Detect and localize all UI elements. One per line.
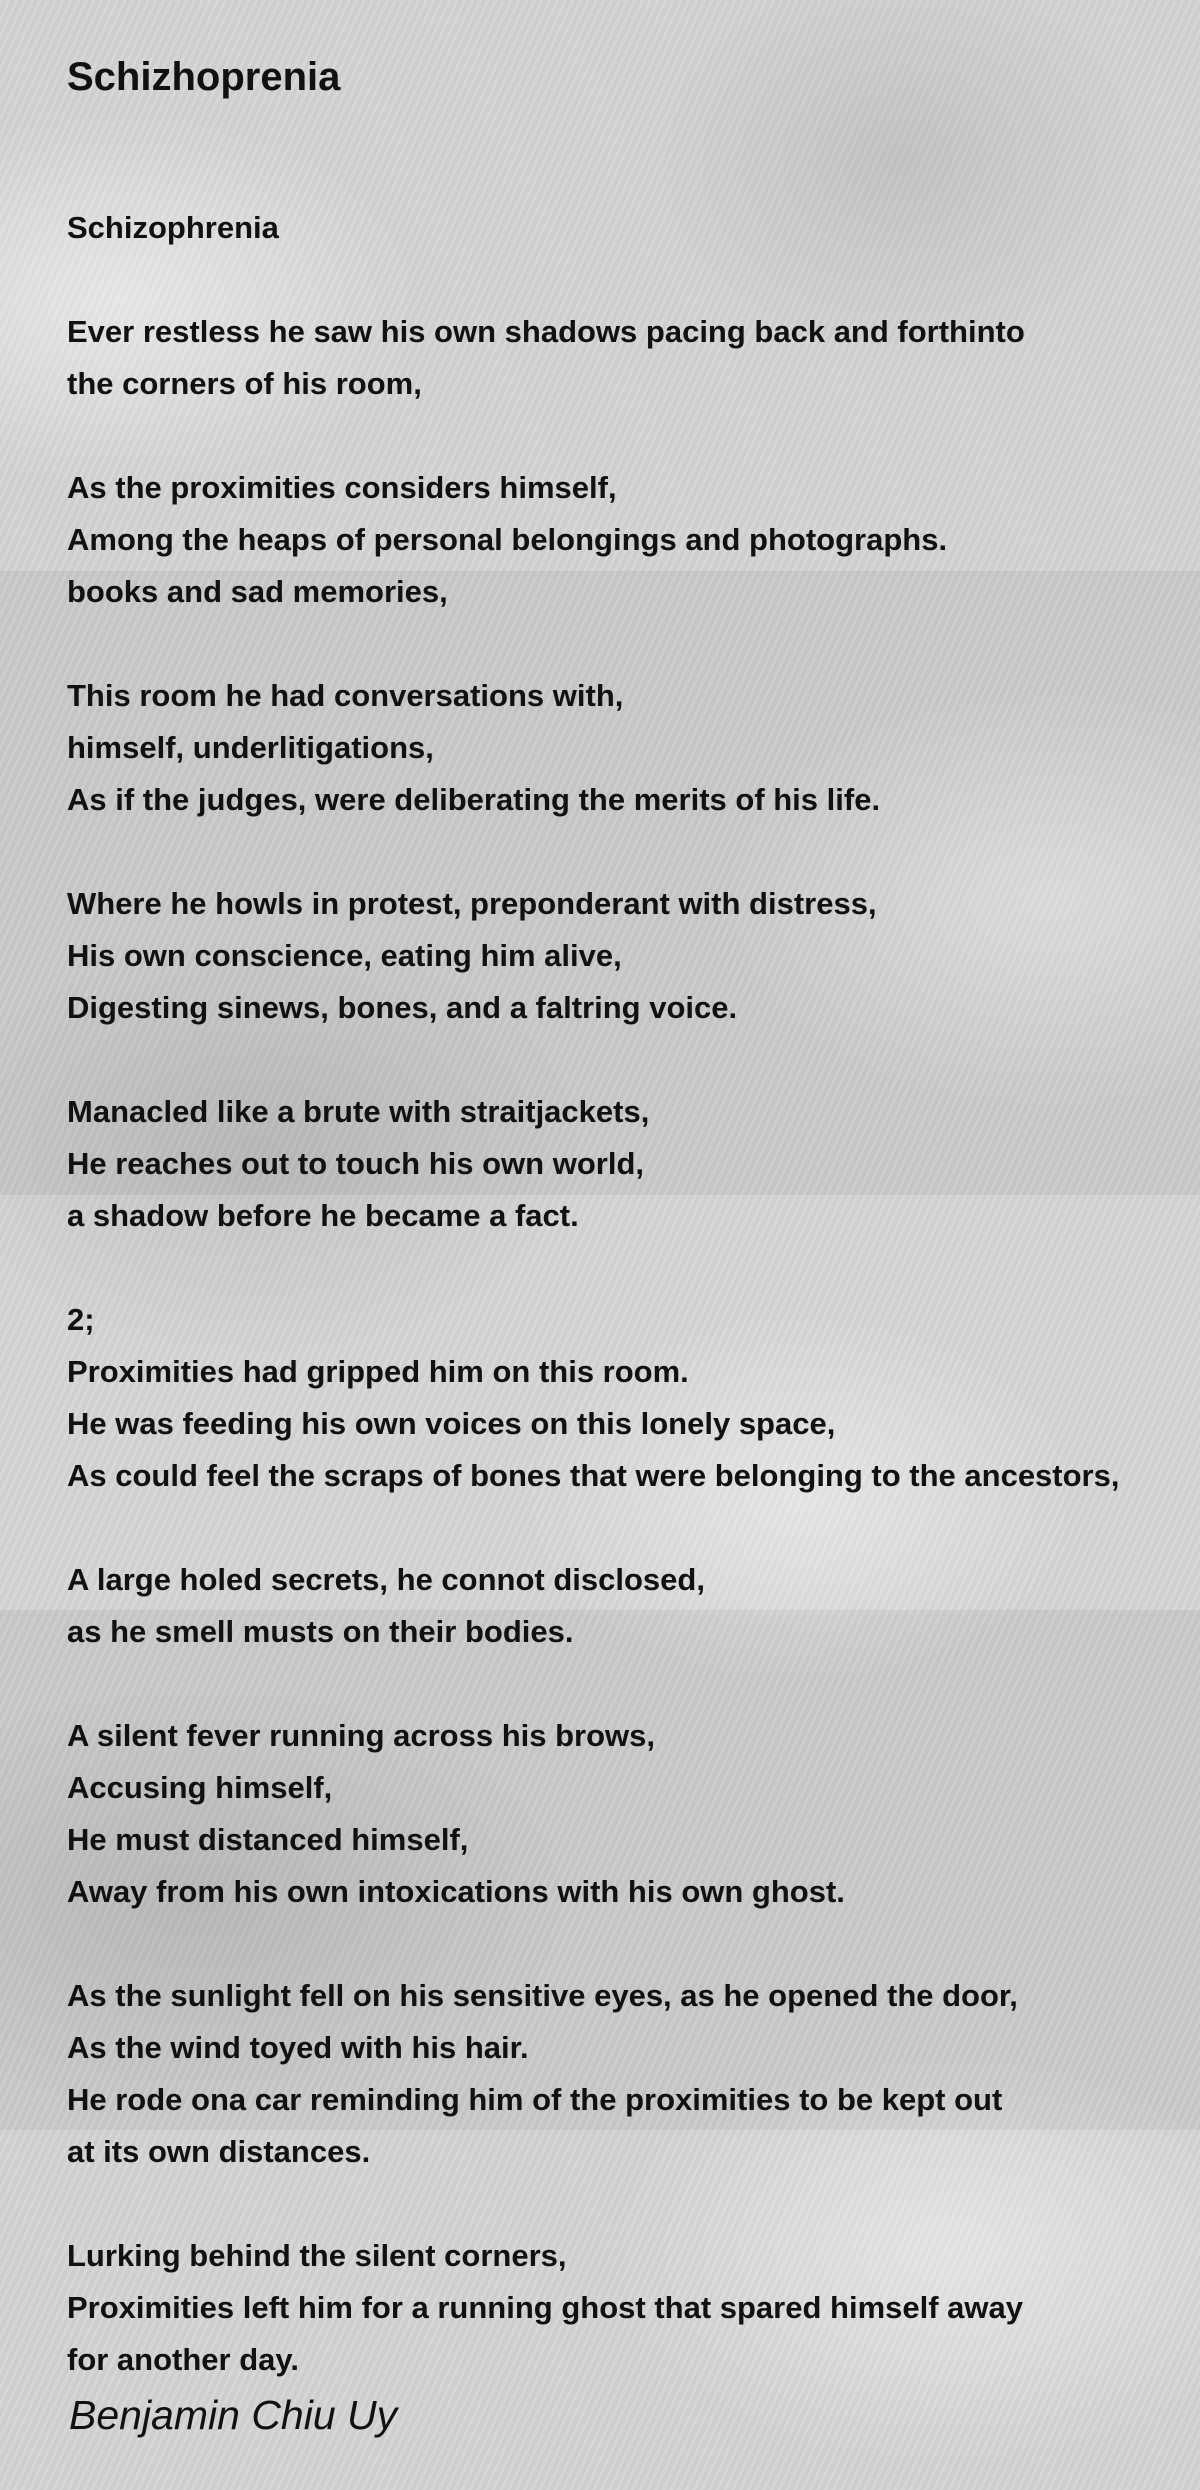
- poem-card: [67, 48, 1177, 2386]
- poem-title: Schizhoprenia: [67, 55, 341, 99]
- poem-line: He reaches out to touch his own world,: [67, 1146, 644, 1181]
- poem-line: His own conscience, eating him alive,: [67, 938, 622, 973]
- poem-line: Proximities had gripped him on this room.: [67, 1354, 689, 1389]
- poem-author: Benjamin Chiu Uy: [69, 2392, 398, 2438]
- poem-line: Manacled like a brute with straitjackets,: [67, 1094, 650, 1129]
- poem-line: Accusing himself,: [67, 1770, 333, 1805]
- stanza-break: [67, 410, 1177, 462]
- poem-line: Where he howls in protest, preponderant with distress,: [67, 886, 877, 921]
- poem-line: himself, underlitigations,: [67, 730, 434, 765]
- poem-line: Digesting sinews, bones, and a faltring voice.: [67, 990, 738, 1025]
- poem-line: at its own distances.: [67, 2134, 371, 2169]
- poem-line: a shadow before he became a fact.: [67, 1198, 579, 1233]
- poem-line: Schizophrenia: [67, 210, 279, 245]
- poem-line: A large holed secrets, he connot disclosed,: [67, 1562, 705, 1597]
- poem-line: Away from his own intoxications with his own ghost.: [67, 1874, 845, 1909]
- poem-body: [67, 202, 1177, 2386]
- poem-line: As if the judges, were deliberating the merits of his life.: [67, 782, 881, 817]
- stanza-break: [67, 826, 1177, 878]
- stanza-break: [67, 1918, 1177, 1970]
- stanza-break: [67, 618, 1177, 670]
- stanza-break: [67, 1242, 1177, 1294]
- poem-line: Among the heaps of personal belongings and photographs.: [67, 522, 948, 557]
- poem-line: He must distanced himself,: [67, 1822, 469, 1857]
- poem-line: Ever restless he saw his own shadows pacing back and forthinto: [67, 314, 1025, 349]
- stanza-break: [67, 1502, 1177, 1554]
- poem-line: as he smell musts on their bodies.: [67, 1614, 574, 1649]
- stanza-break: [67, 254, 1177, 306]
- stanza-break: [67, 1034, 1177, 1086]
- poem-line: As the sunlight fell on his sensitive eyes, as he opened the door,: [67, 1978, 1018, 2013]
- poem-line: This room he had conversations with,: [67, 678, 624, 713]
- stanza-break: [67, 1658, 1177, 1710]
- poem-line: As could feel the scraps of bones that were belonging to the ancestors,: [67, 1458, 1120, 1493]
- poem-line: As the wind toyed with his hair.: [67, 2030, 529, 2065]
- poem-line: Proximities left him for a running ghost that spared himself away: [67, 2290, 1024, 2325]
- poem-line: A silent fever running across his brows,: [67, 1718, 656, 1753]
- stanza-break: [67, 2178, 1177, 2230]
- poem-line: for another day.: [67, 2342, 299, 2377]
- poem-line: 2;: [67, 1302, 95, 1337]
- poem-line: books and sad memories,: [67, 574, 448, 609]
- poem-line: Lurking behind the silent corners,: [67, 2238, 567, 2273]
- poem-line: the corners of his room,: [67, 366, 422, 401]
- poem-line: As the proximities considers himself,: [67, 470, 617, 505]
- poem-line: He rode ona car reminding him of the proximities to be kept out: [67, 2082, 1003, 2117]
- poem-line: He was feeding his own voices on this lonely space,: [67, 1406, 836, 1441]
